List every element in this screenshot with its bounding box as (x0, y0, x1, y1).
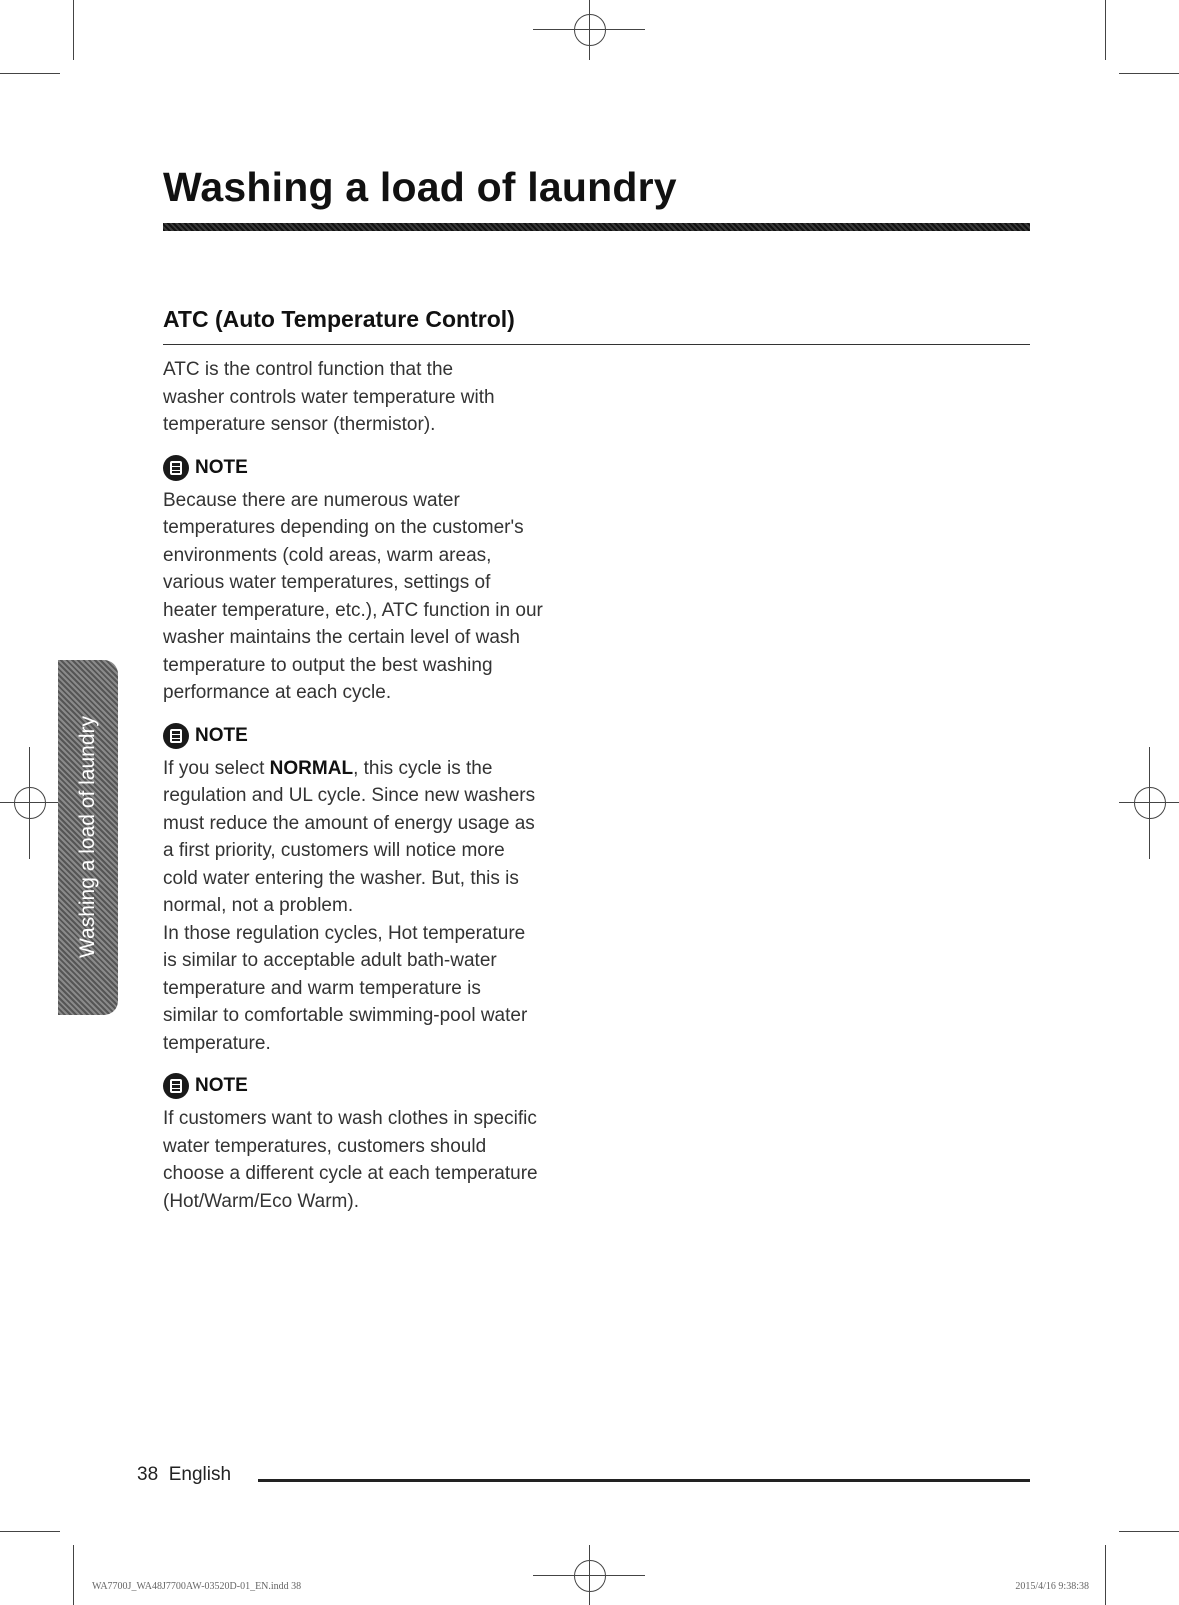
crop-mark (73, 0, 74, 60)
note-icon (163, 723, 189, 749)
print-file-info: WA7700J_WA48J7700AW-03520D-01_EN.indd 38 (92, 1581, 302, 1592)
note-line: In those regulation cycles, Hot temperature (163, 922, 526, 944)
note-text: If you select (163, 757, 270, 779)
page-footer (137, 1464, 231, 1486)
registration-mark (14, 787, 46, 819)
registration-mark (1134, 787, 1166, 819)
note-label: NOTE (195, 456, 248, 478)
note-line: temperature. (163, 1032, 271, 1054)
note-line: performance at each cycle. (163, 682, 392, 703)
crop-mark (73, 1545, 74, 1605)
note-line: temperature to output the best washing (163, 654, 493, 676)
print-timestamp: 2015/4/16 9:38:38 (1015, 1581, 1089, 1592)
note-heading (163, 453, 603, 483)
note-line: water temperatures, customers should (163, 1135, 487, 1157)
normal-cycle-label: NORMAL (269, 757, 354, 779)
crop-mark (0, 1531, 60, 1532)
note-line (163, 755, 603, 783)
section-heading: ATC (Auto Temperature Control) (163, 306, 515, 332)
footer-language: English (168, 1464, 232, 1485)
note-icon (163, 1073, 189, 1099)
note-line: cold water entering the washer. But, this is (163, 867, 519, 889)
note-heading (163, 721, 603, 751)
note-line: choose a different cycle at each temperature (163, 1163, 538, 1184)
note-line: a first priority, customers will notice more (163, 840, 505, 861)
note-heading (163, 1071, 603, 1101)
intro-line: ATC is the control function that the (163, 359, 454, 380)
crop-mark (1105, 1545, 1106, 1605)
section-rule (163, 344, 1030, 345)
note-line: temperatures depending on the customer's (163, 517, 524, 538)
crop-mark (1119, 73, 1179, 74)
note-text: , this cycle is the (353, 757, 493, 779)
page-title: Washing a load of laundry (163, 164, 677, 210)
note-line: washer maintains the certain level of wash (163, 627, 520, 648)
content (163, 356, 603, 1215)
note-line: is similar to acceptable adult bath-water (163, 950, 497, 971)
note-line: normal, not a problem. (163, 895, 354, 916)
note-line: regulation and UL cycle. Since new washers (163, 785, 536, 806)
crop-mark (1119, 1531, 1179, 1532)
intro-line: temperature sensor (thermistor). (163, 414, 436, 435)
registration-mark (574, 1560, 606, 1592)
note-label: NOTE (195, 1075, 248, 1097)
note-line: must reduce the amount of energy usage as (163, 812, 535, 834)
note-line: various water temperatures, settings of (163, 572, 491, 593)
note-line: temperature and warm temperature is (163, 977, 481, 999)
crop-mark (0, 73, 60, 74)
side-tab-label: Washing a load of laundry (76, 715, 99, 959)
note-line: (Hot/Warm/Eco Warm). (163, 1190, 359, 1212)
intro-line: washer controls water temperature with (163, 386, 495, 408)
note-line: similar to comfortable swimming-pool water (163, 1005, 528, 1026)
note-line: heater temperature, etc.), ATC function in our (163, 599, 543, 621)
note-line: If customers want to wash clothes in specific (163, 1108, 537, 1129)
footer-rule (258, 1479, 1030, 1482)
note-line: Because there are numerous water (163, 489, 460, 511)
crop-mark (1105, 0, 1106, 60)
title-rule (163, 223, 1030, 231)
note-line: environments (cold areas, warm areas, (163, 544, 492, 566)
note-label: NOTE (195, 724, 248, 746)
page-number: 38 (137, 1464, 159, 1485)
note-icon (163, 455, 189, 481)
registration-mark (574, 14, 606, 46)
